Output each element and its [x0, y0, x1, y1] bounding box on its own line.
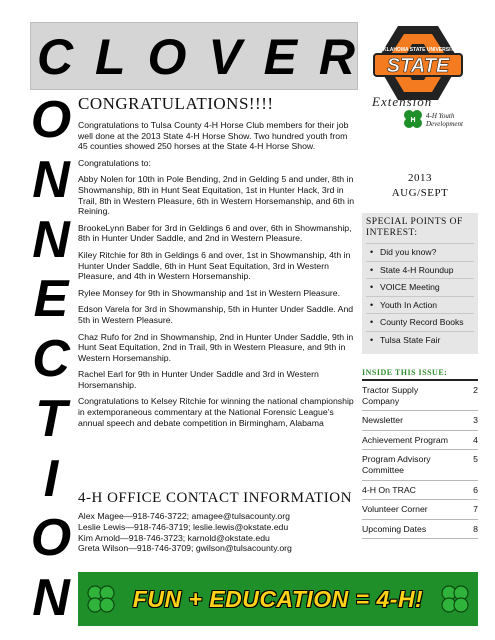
masthead-letter: V: [208, 29, 242, 85]
article-paragraph: Rylee Monsey for 9th in Showmanship and 1st in Western Pleasure.: [78, 287, 341, 298]
article-paragraph: Kiley Ritchie for 8th in Geldings 6 and over, 1st in Showmanship, 4th in Hunter Under Saddle, 6th in Hunt Seat Equitation, 3rd in Western Pleasure, and 4th in Western Horsemanship.: [78, 249, 351, 282]
toc-page-number: 5: [473, 454, 478, 465]
vertical-letter: O: [30, 91, 72, 149]
four-leaf-clover-icon: [438, 582, 472, 616]
vertical-letter: O: [30, 509, 72, 568]
masthead-letter: L: [95, 29, 126, 85]
logo-university-text: OKLAHOMA STATE UNIVERSITY: [379, 47, 457, 53]
youth-dev-line: Development: [426, 120, 463, 128]
youth-development-label: [426, 112, 463, 128]
special-point-item: • Did you know?: [366, 243, 474, 261]
contact-line: Kim Arnold—918-746-3723; karnold@okstate.edu: [78, 532, 270, 543]
four-leaf-clover-icon: [402, 108, 424, 130]
toc-label: Tractor Supply Company: [362, 385, 419, 406]
toc-row[interactable]: [362, 431, 478, 451]
masthead-letter: O: [147, 29, 187, 85]
contact-line: Leslie Lewis—918-746-3719; leslie.lewis@okstate.edu: [78, 521, 289, 532]
special-point-item: • County Record Books: [366, 313, 474, 331]
special-points-box: [362, 213, 478, 354]
contact-line: Greta Wilson—918-746-3709; gwilson@tulsacounty.org: [78, 543, 292, 554]
toc-label: Program Advisory Committee: [362, 454, 431, 475]
special-points-list: [366, 243, 474, 348]
article-paragraph: Congratulations to:: [78, 157, 151, 168]
masthead-letter: C: [37, 29, 74, 85]
toc-page-number: 8: [473, 523, 478, 534]
special-point-item: • VOICE Meeting: [366, 278, 474, 296]
toc-row[interactable]: [362, 481, 478, 501]
masthead-letter: R: [318, 29, 355, 85]
masthead-letter: E: [263, 29, 297, 85]
special-points-title: SPECIAL POINTS OF INTEREST:: [366, 217, 463, 238]
toc-label: Achievement Program: [362, 434, 448, 445]
toc-page-number: 3: [473, 415, 478, 426]
vertical-letter: N: [32, 569, 70, 627]
vertical-letter: E: [33, 270, 69, 329]
slogan-text: FUN + EDUCATION = 4-H!: [132, 585, 424, 612]
four-leaf-clover-icon: [84, 582, 118, 616]
article-paragraph: BrookeLynn Baber for 3rd in Geldings 6 and over, 6th in Showmanship, 8th in Hunter Under Saddle, and 2nd in Western Pleasure.: [78, 222, 352, 244]
toc-row[interactable]: [362, 381, 478, 411]
toc-label: Volunteer Corner: [362, 504, 428, 515]
vertical-letter: N: [32, 150, 70, 209]
toc-row[interactable]: [362, 411, 478, 431]
osu-extension-logo: [368, 22, 468, 104]
special-point-item: • State 4-H Roundup: [366, 261, 474, 279]
vertical-letter: T: [35, 389, 67, 448]
masthead-title-box: [30, 22, 358, 90]
special-point-item: • Youth In Action: [366, 296, 474, 314]
toc-label: Newsletter: [362, 415, 404, 426]
vertical-letter: I: [43, 449, 59, 508]
special-point-item: • Tulsa State Fair: [366, 331, 474, 349]
extension-label: Extension: [372, 94, 433, 109]
toc-row[interactable]: [362, 520, 478, 540]
contact-section: [78, 490, 358, 554]
toc-label: Upcoming Dates: [362, 523, 427, 534]
vertical-letter: N: [32, 210, 70, 269]
toc-label: 4-H On TRAC: [362, 484, 416, 495]
contact-line: Alex Magee—918-746-3722; amagee@tulsacounty.org: [78, 511, 290, 521]
logo-state-text: STATE: [386, 55, 450, 77]
article-paragraph: Congratulations to Kelsey Ritchie for winning the national championship in extemporaneous commentary at the National Forensic League's annual speech and debate competition in Birmingham, Alabama: [78, 396, 354, 428]
article-paragraph: Rachel Earl for 9th in Hunter Under Saddle and 3rd in Western Horsemanship.: [78, 369, 319, 390]
sidebar: [362, 172, 478, 354]
article-paragraph: Chaz Rufo for 2nd in Showmanship, 2nd in Hunter Under Saddle, 9th in Hunt Seat Equitation, 2nd in Trail, 9th in Western Pleasure, and 9th in Western Horsemanship.: [78, 331, 354, 363]
toc-page-number: 4: [473, 434, 478, 445]
article-title: CONGRATULATIONS!!!!: [78, 94, 274, 113]
article-paragraph: Edson Varela for 3rd in Showmanship, 5th in Hunter Under Saddle. And 5th in Western Pleasure.: [78, 304, 354, 325]
vertical-letter: C: [32, 330, 70, 388]
masthead-title: [37, 31, 355, 83]
slogan-banner: [78, 572, 478, 626]
issue-year: 2013: [408, 172, 432, 184]
toc-title: INSIDE THIS ISSUE:: [362, 368, 478, 381]
masthead-vertical-word: [30, 92, 72, 626]
toc-row[interactable]: [362, 500, 478, 520]
article-paragraph: Congratulations to Tulsa County 4-H Horse Club members for their job well done at the 2013 State 4-H Horse Show. Two hundred youth from 45 counties showed 250 horses at the State 4-H Horse Show.: [78, 120, 349, 152]
toc-page-number: 6: [473, 484, 478, 495]
table-of-contents: [362, 368, 478, 539]
congratulations-article: [78, 94, 358, 428]
toc-row[interactable]: [362, 450, 478, 480]
toc-page-number: 7: [473, 504, 478, 515]
contact-title: 4-H OFFICE CONTACT INFORMATION: [78, 490, 352, 506]
youth-dev-line: 4-H Youth: [426, 112, 455, 120]
article-paragraph: Abby Nolen for 10th in Pole Bending, 2nd in Gelding 5 and under, 8th in Showmanship, 8th in Hunt Seat Equitation, 1st in Hunter Hack, 3rd in Trail, 8th in Western Pleasure, 6th in Western Horsemanship, and 6th in Reining.: [78, 174, 355, 217]
issue-date: AUG/SEPT: [391, 187, 449, 199]
toc-page-number: 2: [473, 385, 478, 395]
svg-text:H: H: [410, 117, 416, 124]
